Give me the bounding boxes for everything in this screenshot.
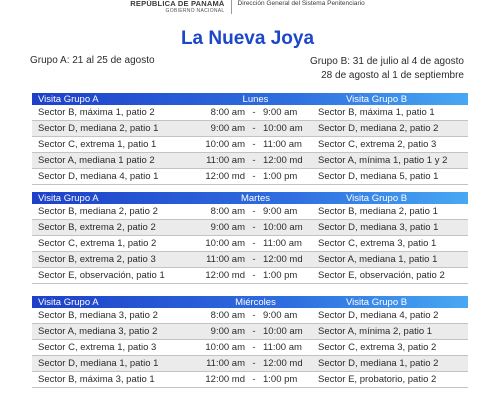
schedule-row (32, 340, 468, 356)
schedule-lunes (32, 93, 468, 185)
time-slot (195, 358, 316, 369)
agency-name: Dirección General del Sistema Penitenciario (237, 0, 365, 7)
group-b-column-header: Visita Grupo B (346, 93, 408, 105)
time-slot (195, 374, 316, 385)
group-b-sector: Sector D, mediana 4, patio 2 (318, 310, 439, 321)
page-title: La Nueva Joya (180, 28, 315, 49)
time-slot (195, 171, 316, 182)
group-a-sector: Sector B, extrema 2, patio 2 (38, 222, 156, 233)
schedule-row (32, 137, 468, 153)
time-slot (195, 206, 316, 217)
time-separator: - (252, 270, 256, 281)
country-name: REPÚBLICA DE PANAMÁ (130, 0, 225, 8)
group-a-sector: Sector B, máxima 1, patio 2 (38, 107, 155, 118)
schedule-header (32, 296, 468, 308)
group-a-column-header: Visita Grupo A (38, 93, 99, 105)
group-a-sector: Sector C, extrema 1, patio 3 (38, 342, 157, 353)
end-time: 10:00 am (263, 222, 303, 233)
time-slot (195, 270, 316, 281)
schedule-row (32, 372, 468, 388)
government-logo (130, 0, 231, 14)
start-time: 11:00 am (206, 358, 245, 369)
time-separator: - (252, 342, 256, 353)
start-time: 9:00 am (210, 123, 245, 134)
group-a-sector: Sector C, extrema 1, patio 2 (38, 238, 157, 249)
schedule-row (32, 324, 468, 340)
group-b-sector: Sector C, extrema 3, patio 1 (318, 238, 437, 249)
group-a-sector: Sector B, máxima 3, patio 1 (38, 374, 155, 385)
time-separator: - (252, 222, 256, 233)
group-b-sector: Sector D, mediana 5, patio 1 (318, 171, 439, 182)
group-a-column-header: Visita Grupo A (38, 296, 99, 308)
end-time: 12:00 md (263, 254, 303, 265)
schedule-row (32, 236, 468, 252)
time-separator: - (252, 123, 256, 134)
schedule-row (32, 121, 468, 137)
group-a-sector: Sector E, observación, patio 1 (38, 270, 165, 281)
start-time: 12:00 md (205, 171, 245, 182)
time-separator: - (252, 326, 256, 337)
group-b-dates-line-2: 28 de agosto al 1 de septiembre (321, 70, 464, 81)
schedule-miercoles (32, 296, 468, 388)
start-time: 10:00 am (205, 139, 245, 150)
group-b-sector: Sector B, máxima 1, patio 1 (318, 107, 435, 118)
start-time: 8:00 am (210, 310, 245, 321)
group-b-column-header: Visita Grupo B (346, 296, 408, 308)
group-a-sector: Sector A, mediana 3, patio 2 (38, 326, 158, 337)
group-b-sector: Sector A, mínima 1, patio 1 y 2 (318, 155, 448, 166)
group-b-sector: Sector D, mediana 1, patio 2 (318, 358, 439, 369)
schedule-row (32, 268, 468, 284)
time-separator: - (252, 107, 256, 118)
time-slot (195, 123, 316, 134)
group-b-sector: Sector C, extrema 3, patio 2 (318, 342, 437, 353)
schedule-header (32, 192, 468, 204)
day-header: Martes (240, 192, 271, 204)
group-b-sector: Sector E, observación, patio 2 (318, 270, 445, 281)
group-a-sector: Sector B, mediana 2, patio 2 (38, 206, 158, 217)
end-time: 9:00 am (263, 107, 298, 118)
time-separator: - (252, 206, 256, 217)
group-b-sector: Sector D, mediana 3, patio 1 (318, 222, 439, 233)
group-b-column-header: Visita Grupo B (346, 192, 408, 204)
group-a-sector: Sector B, mediana 3, patio 2 (38, 310, 158, 321)
schedule-row (32, 252, 468, 268)
time-slot (195, 238, 316, 249)
start-time: 11:00 am (206, 155, 245, 166)
group-b-dates (310, 55, 464, 83)
time-slot (195, 155, 316, 166)
schedule-header (32, 93, 468, 105)
schedule-row (32, 308, 468, 324)
group-a-column-header: Visita Grupo A (38, 192, 99, 204)
end-time: 9:00 am (263, 206, 298, 217)
time-slot (195, 107, 316, 118)
end-time: 9:00 am (263, 310, 298, 321)
day-header: Lunes (242, 93, 269, 105)
group-a-sector: Sector C, extrema 1, patio 1 (38, 139, 157, 150)
group-a-sector: Sector D, mediana 1, patio 1 (38, 358, 159, 369)
time-separator: - (252, 374, 256, 385)
end-time: 12:00 md (263, 155, 303, 166)
group-b-sector: Sector C, extrema 2, patio 3 (318, 139, 437, 150)
end-time: 1:00 pm (263, 171, 298, 182)
end-time: 11:00 am (263, 238, 302, 249)
end-time: 12:00 md (263, 358, 303, 369)
group-b-sector: Sector A, mediana 1, patio 1 (318, 254, 438, 265)
government-name: GOBIERNO NACIONAL (165, 8, 225, 14)
start-time: 9:00 am (210, 326, 245, 337)
start-time: 8:00 am (210, 206, 245, 217)
group-b-sector: Sector D, mediana 2, patio 2 (318, 123, 439, 134)
group-a-sector: Sector B, extrema 2, patio 3 (38, 254, 156, 265)
start-time: 10:00 am (205, 342, 245, 353)
start-time: 9:00 am (210, 222, 245, 233)
time-slot (195, 342, 316, 353)
time-slot (195, 254, 316, 265)
day-header: Miércoles (235, 296, 276, 308)
time-separator: - (252, 238, 256, 249)
time-separator: - (252, 171, 256, 182)
group-b-sector: Sector E, probatorio, patio 2 (318, 374, 437, 385)
time-slot (195, 326, 316, 337)
time-slot (195, 139, 316, 150)
schedule-row (32, 105, 468, 121)
end-time: 1:00 pm (263, 270, 298, 281)
schedule-row (32, 153, 468, 169)
start-time: 8:00 am (210, 107, 245, 118)
page-header (0, 0, 495, 14)
group-a-sector: Sector D, mediana 4, patio 1 (38, 171, 159, 182)
start-time: 12:00 md (205, 374, 245, 385)
end-time: 10:00 am (263, 123, 303, 134)
time-separator: - (252, 139, 256, 150)
start-time: 11:00 am (206, 254, 245, 265)
time-slot (195, 310, 316, 321)
end-time: 11:00 am (263, 139, 302, 150)
group-a-sector: Sector D, mediana 2, patio 1 (38, 123, 159, 134)
time-separator: - (252, 254, 256, 265)
start-time: 12:00 md (205, 270, 245, 281)
end-time: 11:00 am (263, 342, 302, 353)
schedule-row (32, 169, 468, 185)
group-b-sector: Sector B, mediana 2, patio 1 (318, 206, 438, 217)
group-b-sector: Sector A, mínima 2, patio 1 (318, 326, 433, 337)
schedule-row (32, 220, 468, 236)
end-time: 10:00 am (263, 326, 303, 337)
group-b-dates-line-1: Grupo B: 31 de julio al 4 de agosto (310, 56, 464, 67)
schedule-row (32, 204, 468, 220)
schedule-row (32, 356, 468, 372)
end-time: 1:00 pm (263, 374, 298, 385)
time-separator: - (252, 155, 256, 166)
time-separator: - (252, 310, 256, 321)
group-a-sector: Sector A, mediana 1 patio 2 (38, 155, 155, 166)
schedule-martes (32, 192, 468, 284)
time-slot (195, 222, 316, 233)
group-a-dates: Grupo A: 21 al 25 de agosto (30, 55, 155, 66)
start-time: 10:00 am (205, 238, 245, 249)
time-separator: - (252, 358, 256, 369)
